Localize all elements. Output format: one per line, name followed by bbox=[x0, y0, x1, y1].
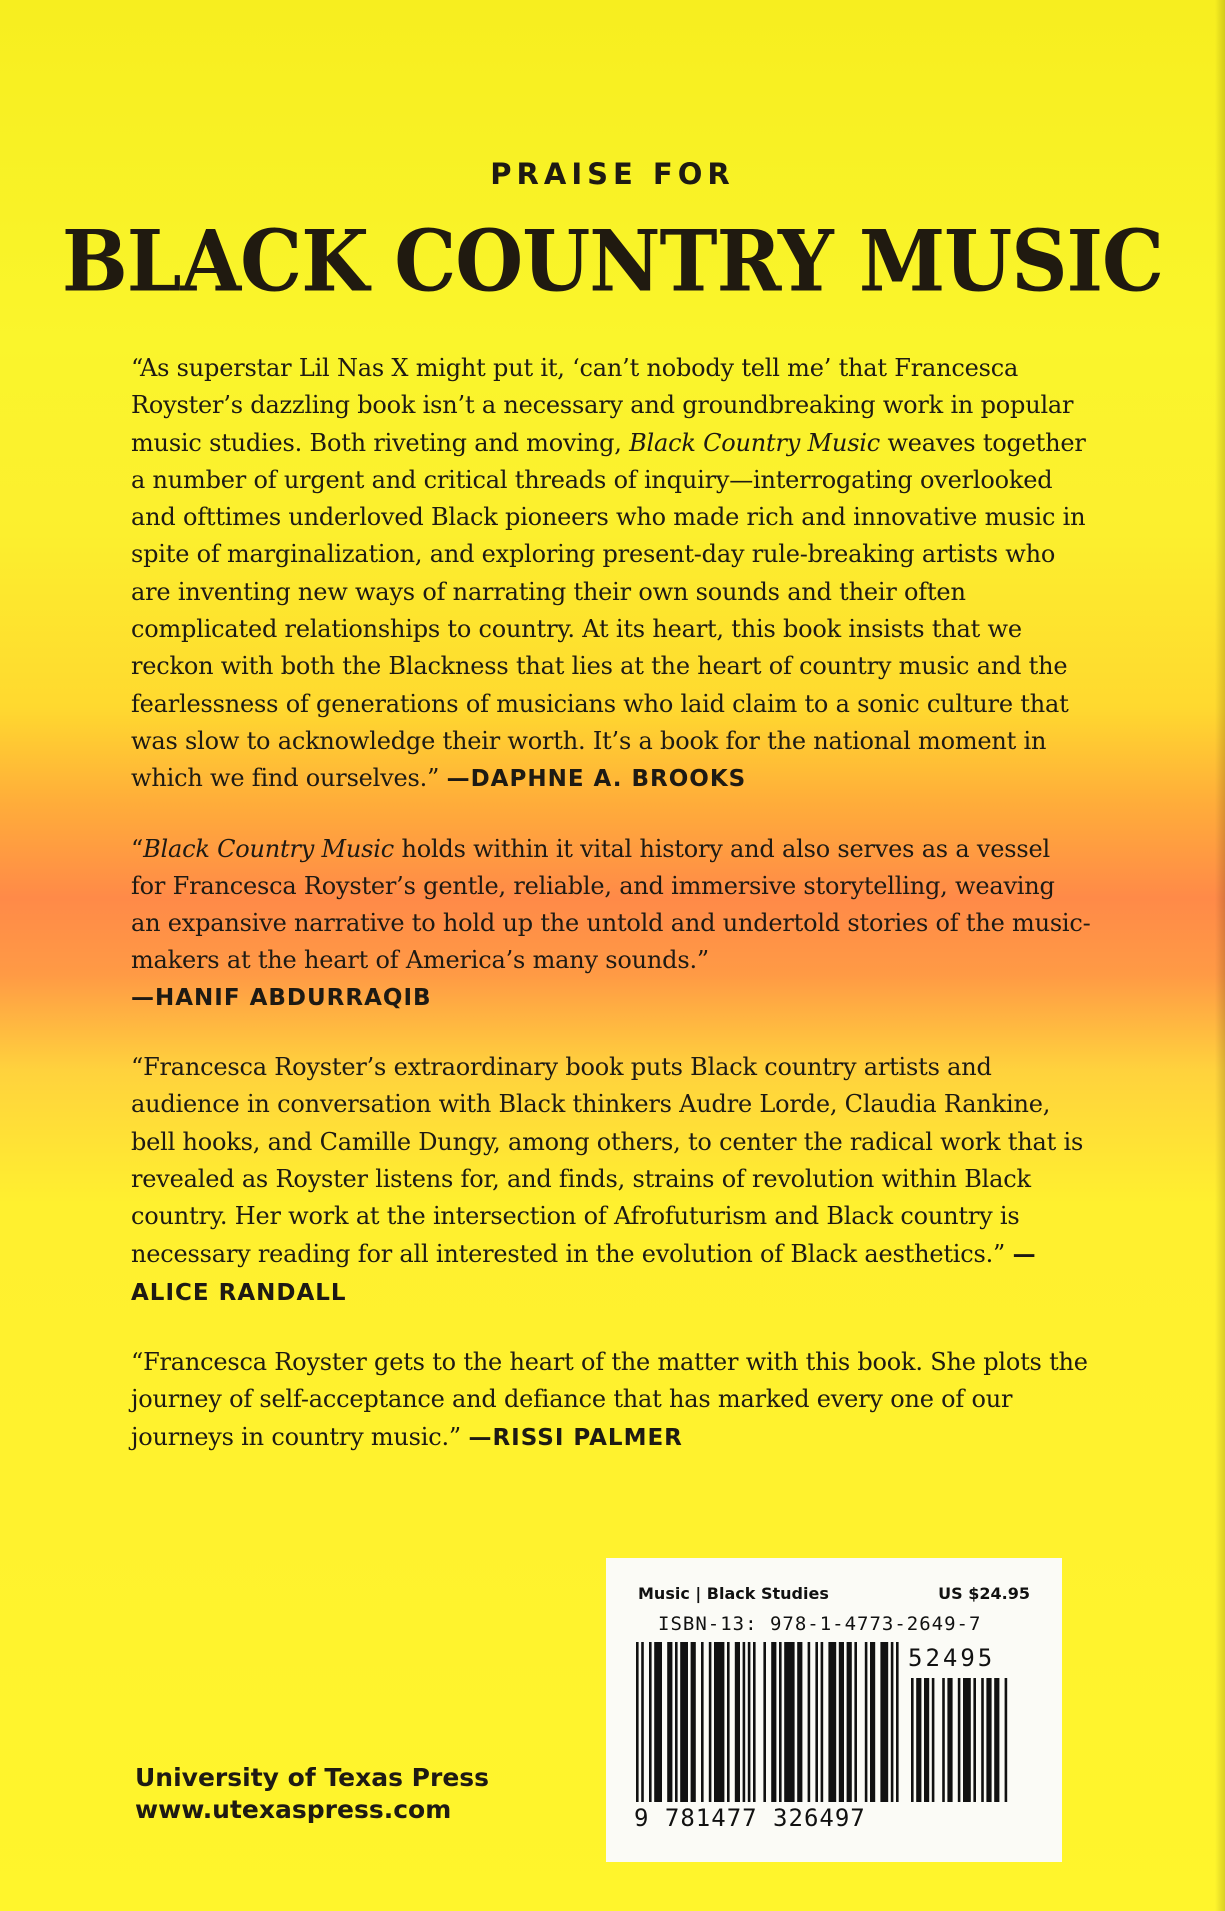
blurb-attribution: —RISSI PALMER bbox=[468, 1424, 683, 1451]
barcode-bar bbox=[821, 1642, 824, 1802]
subject-category: Music | Black Studies bbox=[638, 1584, 829, 1603]
barcode-bar bbox=[986, 1678, 991, 1802]
barcode-bar bbox=[958, 1678, 961, 1802]
blurb-attribution: —HANIF ABDURRAQIB bbox=[131, 984, 432, 1011]
blurb-abdurraqib bbox=[131, 831, 1091, 1017]
barcode-bar bbox=[654, 1642, 662, 1802]
blurb-text: “Francesca Royster’s extraordinary book puts Black country artists and audience in conversation with Black thinkers Audre Lorde, Claudia Rankine, bell hooks, and Camille Dungy, among others, to center the radical work that is revealed as Royster listens for, and finds, strains of revolution within Black country. Her work at the intersection of Afrofuturism and Black country is necessary reading for all interested in the evolution of Black aesthetics.” bbox=[131, 1053, 1084, 1268]
publisher-info bbox=[135, 1762, 489, 1826]
barcode-bar bbox=[896, 1642, 899, 1802]
blurb-brooks bbox=[131, 350, 1091, 799]
barcode-bar bbox=[743, 1642, 746, 1802]
publisher-name: University of Texas Press bbox=[135, 1763, 490, 1792]
barcode-bar bbox=[714, 1642, 724, 1802]
barcode-bar bbox=[981, 1678, 984, 1802]
barcode-bar bbox=[924, 1678, 929, 1802]
addon-digits: 52495 bbox=[908, 1644, 996, 1672]
barcode-bar bbox=[748, 1642, 751, 1802]
barcode-bar bbox=[727, 1642, 730, 1802]
barcode-bar bbox=[753, 1642, 756, 1802]
price: US $24.95 bbox=[938, 1584, 1030, 1603]
header bbox=[0, 156, 1225, 312]
barcode-bar bbox=[797, 1642, 802, 1802]
barcode-bar bbox=[763, 1642, 766, 1802]
barcode-bar bbox=[771, 1642, 776, 1802]
barcode-bar bbox=[994, 1678, 999, 1802]
blurb-text: weaves together a number of urgent and critical threads of inquiry—interrogating overlooked and ofttimes underloved Black pioneers who made rich and innovative music in spite of marginalization, and exploring present-day rule-breaking artists who are inventing new ways of narrating their own sounds and their often complicated relationships to country. At its heart, this book insists that we reckon with both the Blackness that lies at the heart of country music and the fearlessness of generations of musicians who laid claim to a sonic culture that was slow to acknowledge their worth. It’s a book for the national moment in which we find ourselves.” bbox=[131, 428, 1086, 793]
barcode-bar bbox=[779, 1642, 782, 1802]
blurb-randall bbox=[131, 1049, 1091, 1312]
barcode-bar bbox=[680, 1642, 688, 1802]
blurb-book-title: Black Country Music bbox=[629, 428, 881, 457]
barcode-bar bbox=[880, 1642, 888, 1802]
blurbs bbox=[131, 350, 1091, 1489]
book-title: BLACK COUNTRY MUSIC bbox=[61, 212, 1164, 312]
barcode-bar bbox=[784, 1642, 794, 1802]
barcode-bar bbox=[891, 1642, 894, 1802]
barcode-bar bbox=[870, 1642, 875, 1802]
isbn-label: ISBN-13: 978-1-4773-2649-7 bbox=[658, 1613, 982, 1635]
barcode-bar bbox=[701, 1642, 704, 1802]
barcode-bar bbox=[828, 1642, 836, 1802]
barcode-bar bbox=[973, 1678, 976, 1802]
barcode-bar bbox=[854, 1642, 857, 1802]
barcode-bar bbox=[932, 1678, 935, 1802]
blurb-text: “Francesca Royster gets to the heart of the matter with this book. She plots the journey of self-acceptance and defiance that has marked every one of our journeys in country music.” bbox=[131, 1348, 1088, 1451]
blurb-text: “ bbox=[131, 834, 144, 863]
blurb-attribution: —DAPHNE A. BROOKS bbox=[446, 766, 747, 793]
barcode-bar bbox=[847, 1642, 852, 1802]
barcode-bar bbox=[1005, 1678, 1008, 1802]
barcode-bar bbox=[963, 1678, 971, 1802]
barcode-bar bbox=[675, 1642, 678, 1802]
blurb-text: holds within it vital history and also serves as a vessel for Francesca Royster’s gentle, reliable, and immersive storytelling, weaving an expansive narrative to hold up the untold and undertold stories of the music-makers at the heart of America’s many sounds.” bbox=[131, 834, 1091, 975]
barcode-bar bbox=[641, 1642, 644, 1802]
barcode-bar bbox=[709, 1642, 712, 1802]
barcode-bar bbox=[815, 1642, 818, 1802]
barcode-bar bbox=[947, 1678, 952, 1802]
blurb-attribution: —ALICE RANDALL bbox=[131, 1241, 1037, 1306]
blurb-text: “As superstar Lil Nas X might put it, ‘can’t nobody tell me’ that Francesca Royster’s dazzling book isn’t a necessary and groundbreaking work in popular music studies. Both riveting and moving, bbox=[131, 354, 1074, 457]
barcode-bar bbox=[942, 1678, 945, 1802]
blurb-book-title: Black Country Music bbox=[143, 834, 395, 863]
barcode-bar bbox=[649, 1642, 652, 1802]
ean-digits: 9 781477 326497 bbox=[634, 1804, 866, 1832]
barcode-bar bbox=[667, 1642, 672, 1802]
blurb-palmer bbox=[131, 1344, 1091, 1457]
barcode-bar bbox=[911, 1678, 914, 1802]
barcode-bar bbox=[839, 1642, 844, 1802]
barcode-bar bbox=[865, 1642, 868, 1802]
barcode-label bbox=[606, 1558, 1062, 1862]
praise-for-heading: PRAISE FOR bbox=[490, 157, 735, 191]
barcode-bar bbox=[636, 1642, 639, 1802]
barcode-bar bbox=[735, 1642, 740, 1802]
barcode-bar bbox=[916, 1678, 921, 1802]
barcode-bar bbox=[808, 1642, 811, 1802]
barcode-bar bbox=[691, 1642, 696, 1802]
publisher-url: www.utexaspress.com bbox=[135, 1795, 452, 1824]
